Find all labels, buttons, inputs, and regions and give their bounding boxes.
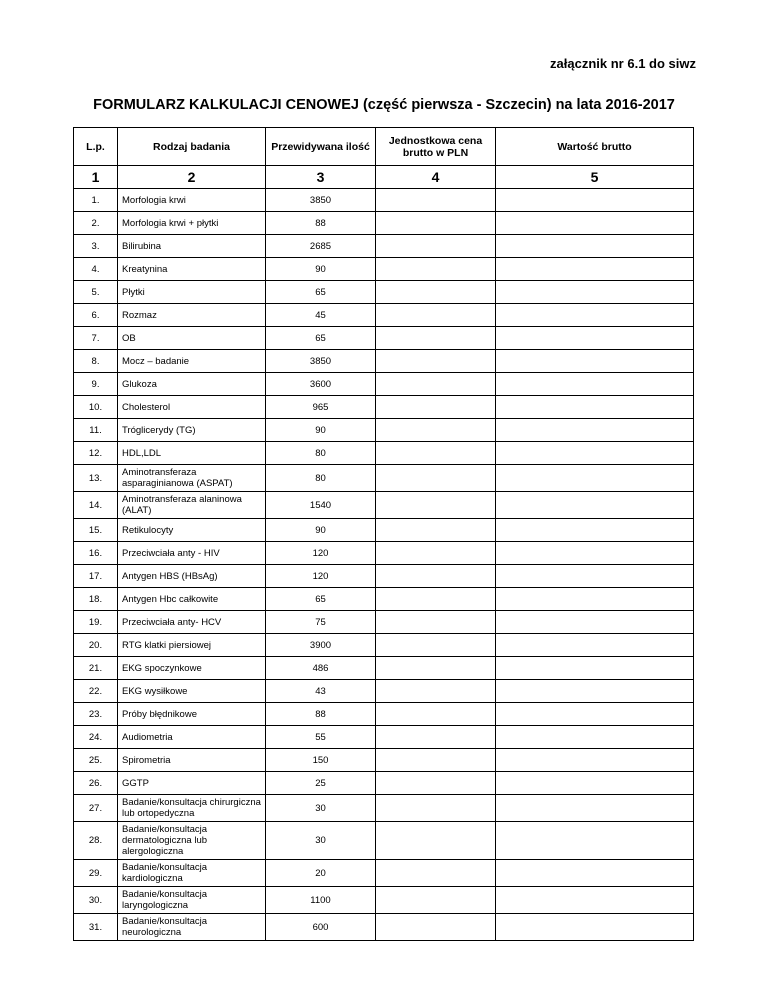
row-test-name: Płytki bbox=[118, 281, 266, 304]
row-total-value-cell[interactable] bbox=[496, 419, 694, 442]
row-total-value-cell[interactable] bbox=[496, 492, 694, 519]
row-test-name: Aminotransferaza asparaginianowa (ASPAT) bbox=[118, 465, 266, 492]
table-row bbox=[74, 396, 694, 419]
row-unit-price-cell[interactable] bbox=[376, 327, 496, 350]
row-lp: 28. bbox=[74, 822, 118, 860]
row-test-name: Bilirubina bbox=[118, 235, 266, 258]
row-lp: 3. bbox=[74, 235, 118, 258]
row-unit-price-cell[interactable] bbox=[376, 396, 496, 419]
row-quantity: 65 bbox=[266, 588, 376, 611]
row-unit-price-cell[interactable] bbox=[376, 749, 496, 772]
row-total-value-cell[interactable] bbox=[496, 189, 694, 212]
table-row bbox=[74, 419, 694, 442]
row-test-name: Badanie/konsultacja neurologiczna bbox=[118, 914, 266, 941]
row-quantity: 65 bbox=[266, 327, 376, 350]
row-lp: 15. bbox=[74, 519, 118, 542]
row-lp: 9. bbox=[74, 373, 118, 396]
row-unit-price-cell[interactable] bbox=[376, 680, 496, 703]
table-row bbox=[74, 519, 694, 542]
price-table bbox=[73, 127, 694, 941]
row-total-value-cell[interactable] bbox=[496, 212, 694, 235]
row-lp: 17. bbox=[74, 565, 118, 588]
header-test-type: Rodzaj badania bbox=[118, 128, 266, 166]
row-quantity: 2685 bbox=[266, 235, 376, 258]
row-quantity: 3900 bbox=[266, 634, 376, 657]
row-unit-price-cell[interactable] bbox=[376, 442, 496, 465]
row-test-name: GGTP bbox=[118, 772, 266, 795]
row-unit-price-cell[interactable] bbox=[376, 492, 496, 519]
row-lp: 30. bbox=[74, 887, 118, 914]
row-lp: 7. bbox=[74, 327, 118, 350]
row-unit-price-cell[interactable] bbox=[376, 465, 496, 492]
row-total-value-cell[interactable] bbox=[496, 703, 694, 726]
row-quantity: 65 bbox=[266, 281, 376, 304]
row-total-value-cell[interactable] bbox=[496, 519, 694, 542]
row-total-value-cell[interactable] bbox=[496, 542, 694, 565]
table-row bbox=[74, 772, 694, 795]
row-quantity: 486 bbox=[266, 657, 376, 680]
row-test-name: Kreatynina bbox=[118, 258, 266, 281]
row-total-value-cell[interactable] bbox=[496, 887, 694, 914]
row-unit-price-cell[interactable] bbox=[376, 860, 496, 887]
table-row bbox=[74, 795, 694, 822]
row-quantity: 120 bbox=[266, 565, 376, 588]
row-test-name: Morfologia krwi + płytki bbox=[118, 212, 266, 235]
row-test-name: Retikulocyty bbox=[118, 519, 266, 542]
row-unit-price-cell[interactable] bbox=[376, 419, 496, 442]
row-quantity: 90 bbox=[266, 419, 376, 442]
row-quantity: 120 bbox=[266, 542, 376, 565]
row-total-value-cell[interactable] bbox=[496, 465, 694, 492]
row-unit-price-cell[interactable] bbox=[376, 281, 496, 304]
row-unit-price-cell[interactable] bbox=[376, 887, 496, 914]
row-total-value-cell[interactable] bbox=[496, 373, 694, 396]
row-test-name: Próby błędnikowe bbox=[118, 703, 266, 726]
table-row bbox=[74, 212, 694, 235]
row-lp: 4. bbox=[74, 258, 118, 281]
row-total-value-cell[interactable] bbox=[496, 860, 694, 887]
row-total-value-cell[interactable] bbox=[496, 726, 694, 749]
table-row bbox=[74, 304, 694, 327]
row-quantity: 88 bbox=[266, 212, 376, 235]
table-row bbox=[74, 492, 694, 519]
row-unit-price-cell[interactable] bbox=[376, 212, 496, 235]
column-number: 4 bbox=[376, 166, 496, 189]
row-lp: 22. bbox=[74, 680, 118, 703]
table-row bbox=[74, 327, 694, 350]
header-unit-price: Jednostkowa cena brutto w PLN bbox=[376, 128, 496, 166]
row-quantity: 75 bbox=[266, 611, 376, 634]
row-total-value-cell[interactable] bbox=[496, 304, 694, 327]
row-quantity: 1540 bbox=[266, 492, 376, 519]
table-row bbox=[74, 822, 694, 860]
row-quantity: 965 bbox=[266, 396, 376, 419]
row-total-value-cell[interactable] bbox=[496, 634, 694, 657]
row-unit-price-cell[interactable] bbox=[376, 772, 496, 795]
row-test-name: Tróglicerydy (TG) bbox=[118, 419, 266, 442]
row-test-name: Badanie/konsultacja dermatologiczna lub alergologiczna bbox=[118, 822, 266, 860]
row-lp: 16. bbox=[74, 542, 118, 565]
annex-label: załącznik nr 6.1 do siwz bbox=[550, 56, 696, 71]
table-body bbox=[74, 189, 694, 941]
row-lp: 23. bbox=[74, 703, 118, 726]
row-quantity: 43 bbox=[266, 680, 376, 703]
row-test-name: Mocz – badanie bbox=[118, 350, 266, 373]
row-unit-price-cell[interactable] bbox=[376, 189, 496, 212]
row-test-name: RTG klatki piersiowej bbox=[118, 634, 266, 657]
table-row bbox=[74, 680, 694, 703]
row-test-name: Spirometria bbox=[118, 749, 266, 772]
table-row bbox=[74, 611, 694, 634]
row-unit-price-cell[interactable] bbox=[376, 235, 496, 258]
row-lp: 25. bbox=[74, 749, 118, 772]
table-row bbox=[74, 914, 694, 941]
table-row bbox=[74, 588, 694, 611]
row-quantity: 600 bbox=[266, 914, 376, 941]
row-test-name: HDL,LDL bbox=[118, 442, 266, 465]
row-test-name: Przeciwciała anty- HCV bbox=[118, 611, 266, 634]
row-total-value-cell[interactable] bbox=[496, 258, 694, 281]
table-row bbox=[74, 749, 694, 772]
row-lp: 13. bbox=[74, 465, 118, 492]
row-lp: 18. bbox=[74, 588, 118, 611]
row-lp: 14. bbox=[74, 492, 118, 519]
row-lp: 6. bbox=[74, 304, 118, 327]
row-lp: 19. bbox=[74, 611, 118, 634]
row-unit-price-cell[interactable] bbox=[376, 258, 496, 281]
row-total-value-cell[interactable] bbox=[496, 611, 694, 634]
row-total-value-cell[interactable] bbox=[496, 680, 694, 703]
row-unit-price-cell[interactable] bbox=[376, 373, 496, 396]
row-lp: 29. bbox=[74, 860, 118, 887]
row-lp: 2. bbox=[74, 212, 118, 235]
row-test-name: Badanie/konsultacja kardiologiczna bbox=[118, 860, 266, 887]
row-lp: 31. bbox=[74, 914, 118, 941]
row-total-value-cell[interactable] bbox=[496, 657, 694, 680]
row-quantity: 30 bbox=[266, 822, 376, 860]
row-lp: 10. bbox=[74, 396, 118, 419]
row-quantity: 88 bbox=[266, 703, 376, 726]
row-unit-price-cell[interactable] bbox=[376, 588, 496, 611]
row-test-name: Przeciwciała anty - HIV bbox=[118, 542, 266, 565]
row-test-name: OB bbox=[118, 327, 266, 350]
row-test-name: Rozmaz bbox=[118, 304, 266, 327]
row-test-name: Aminotransferaza alaninowa (ALAT) bbox=[118, 492, 266, 519]
row-unit-price-cell[interactable] bbox=[376, 304, 496, 327]
row-total-value-cell[interactable] bbox=[496, 565, 694, 588]
table-row bbox=[74, 703, 694, 726]
row-lp: 8. bbox=[74, 350, 118, 373]
column-number: 2 bbox=[118, 166, 266, 189]
table-row bbox=[74, 726, 694, 749]
table-row bbox=[74, 258, 694, 281]
row-unit-price-cell[interactable] bbox=[376, 350, 496, 373]
row-unit-price-cell[interactable] bbox=[376, 611, 496, 634]
row-unit-price-cell[interactable] bbox=[376, 565, 496, 588]
row-quantity: 1100 bbox=[266, 887, 376, 914]
column-number: 1 bbox=[74, 166, 118, 189]
page-title: FORMULARZ KALKULACJI CENOWEJ (część pierwsza - Szczecin) na lata 2016-2017 bbox=[93, 97, 675, 113]
table-row bbox=[74, 442, 694, 465]
row-total-value-cell[interactable] bbox=[496, 396, 694, 419]
row-unit-price-cell[interactable] bbox=[376, 822, 496, 860]
row-unit-price-cell[interactable] bbox=[376, 634, 496, 657]
row-lp: 1. bbox=[74, 189, 118, 212]
row-test-name: Antygen HBS (HBsAg) bbox=[118, 565, 266, 588]
row-unit-price-cell[interactable] bbox=[376, 657, 496, 680]
row-total-value-cell[interactable] bbox=[496, 442, 694, 465]
row-test-name: EKG spoczynkowe bbox=[118, 657, 266, 680]
row-test-name: Antygen Hbc całkowite bbox=[118, 588, 266, 611]
row-quantity: 20 bbox=[266, 860, 376, 887]
table-row bbox=[74, 634, 694, 657]
row-test-name: Morfologia krwi bbox=[118, 189, 266, 212]
header-lp: L.p. bbox=[74, 128, 118, 166]
row-total-value-cell[interactable] bbox=[496, 795, 694, 822]
row-quantity: 45 bbox=[266, 304, 376, 327]
row-total-value-cell[interactable] bbox=[496, 914, 694, 941]
row-test-name: Badanie/konsultacja chirurgiczna lub ortopedyczna bbox=[118, 795, 266, 822]
header-quantity: Przewidywana ilość bbox=[266, 128, 376, 166]
row-test-name: Audiometria bbox=[118, 726, 266, 749]
row-lp: 27. bbox=[74, 795, 118, 822]
row-quantity: 150 bbox=[266, 749, 376, 772]
table-row bbox=[74, 465, 694, 492]
row-unit-price-cell[interactable] bbox=[376, 914, 496, 941]
row-total-value-cell[interactable] bbox=[496, 350, 694, 373]
row-quantity: 90 bbox=[266, 519, 376, 542]
row-test-name: Badanie/konsultacja laryngologiczna bbox=[118, 887, 266, 914]
row-test-name: EKG wysiłkowe bbox=[118, 680, 266, 703]
table-row bbox=[74, 281, 694, 304]
row-unit-price-cell[interactable] bbox=[376, 703, 496, 726]
column-number: 3 bbox=[266, 166, 376, 189]
row-total-value-cell[interactable] bbox=[496, 235, 694, 258]
row-total-value-cell[interactable] bbox=[496, 588, 694, 611]
table-row bbox=[74, 565, 694, 588]
row-lp: 12. bbox=[74, 442, 118, 465]
table-row bbox=[74, 373, 694, 396]
row-quantity: 80 bbox=[266, 465, 376, 492]
table-row bbox=[74, 542, 694, 565]
row-lp: 5. bbox=[74, 281, 118, 304]
table-row bbox=[74, 350, 694, 373]
row-test-name: Cholesterol bbox=[118, 396, 266, 419]
header-total-value: Wartość brutto bbox=[496, 128, 694, 166]
row-lp: 26. bbox=[74, 772, 118, 795]
row-quantity: 30 bbox=[266, 795, 376, 822]
row-quantity: 90 bbox=[266, 258, 376, 281]
row-quantity: 3850 bbox=[266, 189, 376, 212]
column-number-row bbox=[74, 166, 694, 189]
row-lp: 21. bbox=[74, 657, 118, 680]
row-total-value-cell[interactable] bbox=[496, 822, 694, 860]
table-row bbox=[74, 235, 694, 258]
row-quantity: 80 bbox=[266, 442, 376, 465]
row-unit-price-cell[interactable] bbox=[376, 726, 496, 749]
table-row bbox=[74, 657, 694, 680]
row-total-value-cell[interactable] bbox=[496, 749, 694, 772]
table-row bbox=[74, 189, 694, 212]
row-quantity: 3850 bbox=[266, 350, 376, 373]
header-row bbox=[74, 128, 694, 166]
row-total-value-cell[interactable] bbox=[496, 327, 694, 350]
column-number: 5 bbox=[496, 166, 694, 189]
table-row bbox=[74, 860, 694, 887]
row-total-value-cell[interactable] bbox=[496, 772, 694, 795]
row-test-name: Glukoza bbox=[118, 373, 266, 396]
row-lp: 11. bbox=[74, 419, 118, 442]
row-unit-price-cell[interactable] bbox=[376, 542, 496, 565]
table-row bbox=[74, 887, 694, 914]
row-quantity: 3600 bbox=[266, 373, 376, 396]
row-unit-price-cell[interactable] bbox=[376, 519, 496, 542]
row-lp: 20. bbox=[74, 634, 118, 657]
row-lp: 24. bbox=[74, 726, 118, 749]
row-quantity: 25 bbox=[266, 772, 376, 795]
row-unit-price-cell[interactable] bbox=[376, 795, 496, 822]
row-quantity: 55 bbox=[266, 726, 376, 749]
row-total-value-cell[interactable] bbox=[496, 281, 694, 304]
